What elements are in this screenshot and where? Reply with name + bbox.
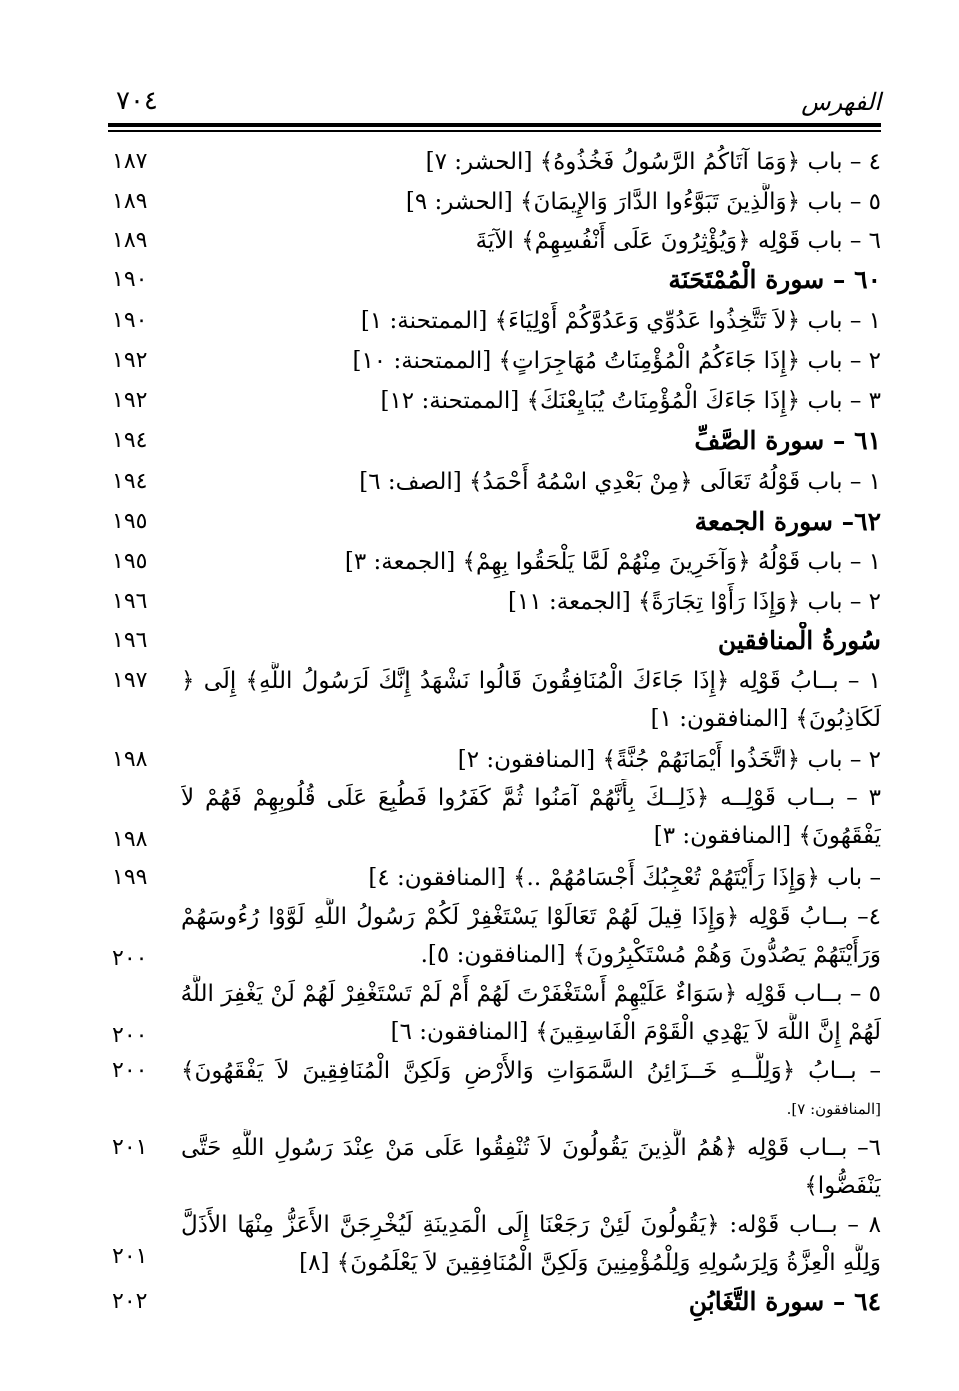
entry-page-number: ١٨٧	[112, 149, 148, 174]
entry-page-number: ٢٠٠	[112, 1023, 148, 1048]
entry-line: لَكَاذِبُونَ﴾ [المنافقون: ١]	[650, 706, 881, 732]
entry-line: ٨ – بــاب قَوْله: ﴿يَقُولُونَ لَئِنْ رَجَعْنَا إِلَى الْمَدِينَةِ لَيُخْرِجَنَّ الأَعَزُّ مِنْهَا الأَذَلَّ	[181, 1212, 881, 1238]
entry-text	[181, 543, 881, 581]
entry-text	[181, 662, 881, 738]
entry-line: ١ – باب ﴿لاَ تَتَّخِذُوا عَدُوِّي وَعَدُوَّكُمْ أَوْلِيَاءَ﴾ [الممتحنة: ١]	[360, 308, 881, 334]
entry-page-number: ١٨٩	[112, 189, 148, 214]
entry-page-number: ١٩٩	[112, 865, 148, 890]
entry-line: ٦ – باب قَوْلِه ﴿وَيُؤْثِرُونَ عَلَى أَنْفُسِهِمْ﴾ الآيَةَ	[475, 228, 881, 254]
entry-line: ٥ – باب ﴿وَالَّذِينَ تَبَوَّءُوا الدَّارَ وَالإِيمَانَ﴾ [الحشر: ٩]	[405, 189, 881, 215]
entry-line: ١ – باب قَوْلُهُ ﴿وَآخَرِينَ مِنْهُمْ لَمَّا يَلْحَقُوا بِهِمْ﴾ [الجمعة: ٣]	[344, 549, 881, 575]
entry-line: ٦١ – سورة الصَّفِّ	[694, 426, 881, 455]
entry-page-number: ٢٠١	[112, 1135, 148, 1160]
entry-line: [المنافقون: ٧].	[786, 1100, 881, 1118]
entry-line: ٢ – باب ﴿وَإِذَا رَأَوْا تِجَارَةً﴾ [الجمعة: ١١]	[508, 589, 881, 615]
entry-line: ٣ – بــاب قَوْلِــه ﴿ذَلِــكَ بِأَنَّهُمْ آمَنُوا ثُمَّ كَفَرُوا فَطُبِعَ عَلَى قُلُوبِهِمْ فَهُمْ لاَ	[181, 785, 881, 811]
running-title: الفهرس	[801, 88, 881, 116]
entry-line: ٤ – باب ﴿وَمَا آتَاكُمُ الرَّسُولُ فَخُذُوهُ﴾ [الحشر: ٧]	[425, 149, 881, 175]
entry-page-number: ١٩٠	[112, 267, 148, 292]
entry-page-number: ١٩٦	[112, 628, 148, 653]
entry-line: ٢ – باب ﴿اتَّخَذُوا أَيْمَانَهُمْ جُنَّةً﴾ [المنافقون: ٢]	[457, 747, 881, 773]
entry-text	[181, 463, 881, 501]
entry-page-number: ١٩٦	[112, 589, 148, 614]
entry-line: يَفْقَهُونَ﴾ [المنافقون: ٣]	[653, 823, 881, 849]
entry-text	[181, 503, 881, 541]
entry-line: وَلِلَّهِ الْعِزَّةُ وَلِرَسُولِهِ وَلِلْمُؤْمِنِينَ وَلَكِنَّ الْمُنَافِقِينَ لاَ يَعْلَمُونَ﴾ [٨]	[299, 1250, 881, 1276]
entry-text	[181, 302, 881, 340]
entry-page-number: ١٩٠	[112, 308, 148, 333]
entry-line: ٦– بــاب قَوْلِه ﴿هُمُ الَّذِينَ يَقُولُونَ لاَ تُنْفِقُوا عَلَى مَنْ عِنْدَ رَسُولِ اللَّهِ حَتَّى	[181, 1135, 881, 1161]
entry-text	[181, 1206, 881, 1282]
entry-line: ٤– بــابُ قَوْلِه ﴿وَإِذَا قِيلَ لَهُمْ تَعَالَوْا يَسْتَغْفِرْ لَكُمْ رَسُولُ اللَّهِ لَوَّوْا رُءُوسَهُمْ	[181, 904, 881, 930]
entry-page-number: ١٩٥	[112, 549, 148, 574]
entry-line: يَنْفَضُّوا﴾	[804, 1173, 881, 1199]
entry-text	[181, 622, 881, 660]
entry-line: سُورةُ الْمنافقين	[717, 626, 881, 655]
entry-page-number: ١٩٨	[112, 827, 148, 852]
entry-page-number: ١٨٩	[112, 228, 148, 253]
entry-text	[181, 975, 881, 1051]
entry-page-number: ١٩٥	[112, 509, 148, 534]
entry-text	[181, 422, 881, 460]
entry-page-number: ١٩٤	[112, 428, 148, 453]
entry-text	[181, 1283, 881, 1321]
entry-text	[181, 779, 881, 855]
entry-text	[181, 261, 881, 299]
entry-page-number: ١٩٢	[112, 388, 148, 413]
entry-text	[181, 1129, 881, 1205]
entry-line: لَهُمْ إِنَّ اللَّهَ لاَ يَهْدِي الْقَوْمَ الْفَاسِقِينَ﴾ [المنافقون: ٦]	[390, 1019, 881, 1045]
entry-line: وَرَأَيْتَهُمْ يَصُدُّونَ وَهُمْ مُسْتَكْبِرُونَ﴾ [المنافقون: ٥].	[420, 942, 881, 968]
entry-page-number: ١٩٤	[112, 469, 148, 494]
entry-text	[181, 222, 881, 260]
entry-page-number: ١٩٨	[112, 747, 148, 772]
entry-page-number: ٢٠٠	[112, 946, 148, 971]
entry-line: ٥ – بــاب قَوْلِه ﴿سَوَاءٌ عَلَيْهِمْ أَسْتَغْفَرْتَ لَهُمْ أَمْ لَمْ تَسْتَغْفِرْ لَهُمْ لَنْ يَغْفِرَ اللَّهُ	[181, 981, 881, 1007]
entry-text	[181, 583, 881, 621]
entry-text	[181, 898, 881, 974]
entry-line: ٢ – باب ﴿إِذَا جَاءَكُمُ الْمُؤْمِنَاتُ مُهَاجِرَاتٍ﴾ [الممتحنة: ١٠]	[352, 348, 881, 374]
entry-page-number: ٢٠٠	[112, 1058, 148, 1083]
page-number: ٧٠٤	[116, 86, 158, 116]
entry-line: ٣ – باب ﴿إِذَا جَاءَكَ الْمُؤْمِنَاتُ يُبَايِعْنَكَ﴾ [الممتحنة: ١٢]	[380, 388, 881, 414]
entry-line: ١ – بــابُ قَوْلِه ﴿إِذَا جَاءَكَ الْمُنَافِقُونَ قَالُوا نَشْهَدُ إِنَّكَ لَرَسُولُ اللَّهِ﴾ إِلَى ﴿	[181, 668, 881, 694]
entry-line: ١ – باب قَوْلُهُ تَعَالَى ﴿مِنْ بَعْدِي اسْمُهُ أَحْمَدُ﴾ [الصف: ٦]	[359, 469, 881, 495]
entry-line: – بــابُ ﴿وَلِلَّــهِ خَــزَائِنُ السَّمَوَاتِ وَالأَرْضِ وَلَكِنَّ الْمُنَافِقِينَ لاَ يَفْقَهُونَ﴾	[181, 1058, 881, 1084]
entry-line: ٦٠ – سورة الْمُمْتَحَنَة	[668, 265, 881, 294]
entry-text	[181, 741, 881, 779]
entry-text	[181, 342, 881, 380]
entry-page-number: ١٩٧	[112, 668, 148, 693]
entry-line: – باب ﴿وَإِذَا رَأَيْتَهُمْ تُعْجِبُكَ أَجْسَامُهُمْ ..﴾ [المنافقون: ٤]	[368, 865, 881, 891]
entry-text	[181, 382, 881, 420]
entry-page-number: ٢٠٢	[112, 1289, 148, 1314]
entry-line: ٦٤ – سورة التَّغَابُنِ	[688, 1287, 881, 1316]
entry-line: ٦٢– سورة الجمعة	[694, 507, 881, 536]
entry-text	[181, 859, 881, 897]
entry-page-number: ٢٠١	[112, 1244, 148, 1269]
entry-text	[181, 1052, 881, 1128]
entry-page-number: ١٩٢	[112, 348, 148, 373]
entry-text	[181, 183, 881, 221]
entry-text	[181, 143, 881, 181]
